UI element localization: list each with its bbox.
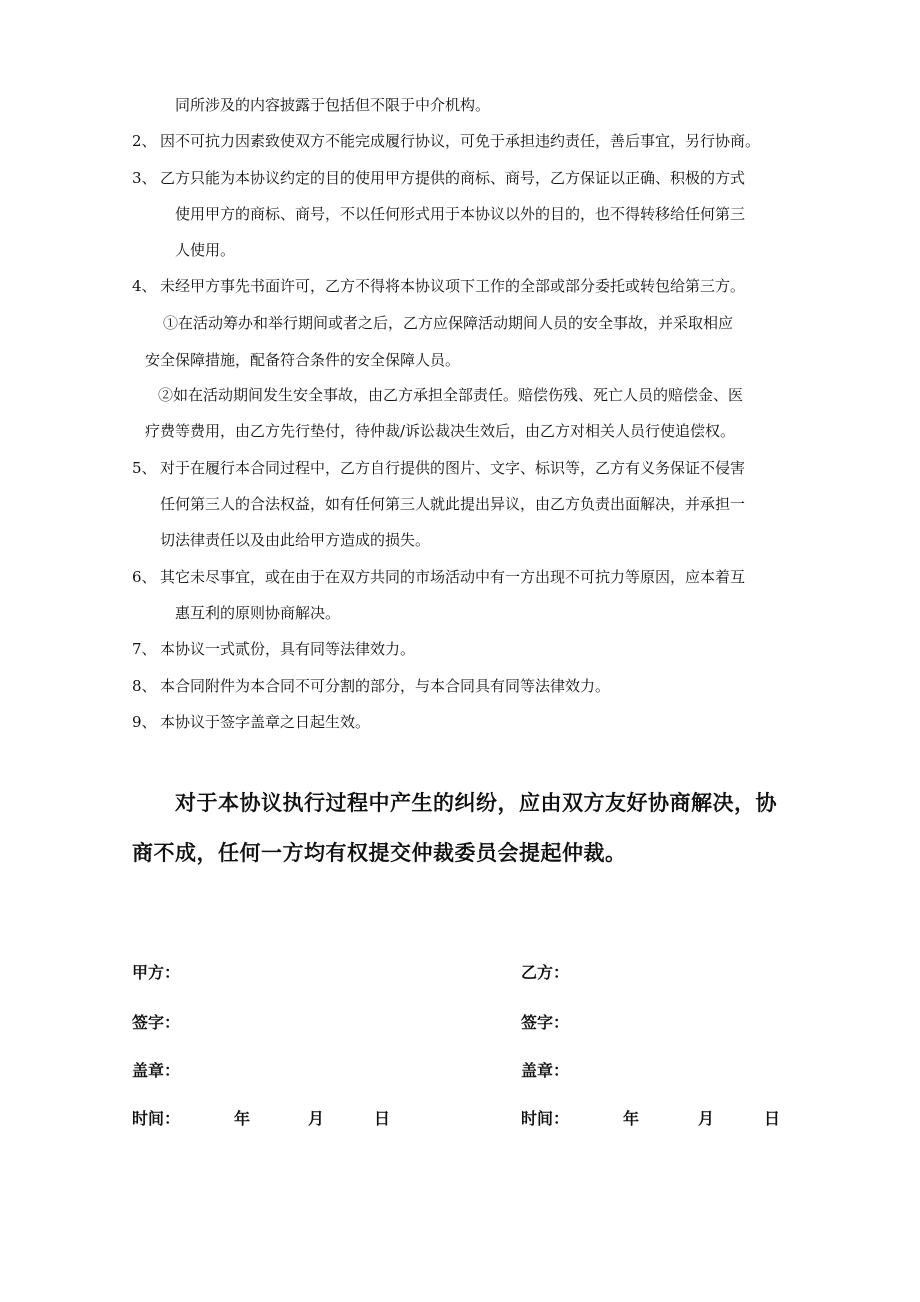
party-b-label: 乙方： <box>521 963 570 982</box>
clause-4-sub-1-line-1: ①在活动筹办和举行期间或者之后，乙方应保障活动期间人员的安全事故，并采取相应 <box>163 314 734 332</box>
party-b-time-label: 时间： <box>521 1109 570 1128</box>
clause-4-sub-2-line-1: ②如在活动期间发生安全事故，由乙方承担全部责任。赔偿伤残、死亡人员的赔偿金、医 <box>158 386 744 404</box>
party-a-seal-label: 盖章： <box>132 1061 181 1080</box>
party-a-day-label: 日 <box>374 1109 391 1128</box>
party-b-seal-label: 盖章： <box>521 1061 570 1080</box>
party-a-time-label: 时间： <box>132 1109 181 1128</box>
clause-5-line-2: 任何第三人的合法权益，如有任何第三人就此提出异议，由乙方负责出面解决，并承担一 <box>160 495 746 513</box>
clause-2-number: 2、 <box>132 132 157 150</box>
party-a-label: 甲方： <box>132 963 181 982</box>
party-a-month-label: 月 <box>308 1109 325 1128</box>
clause-3-number: 3、 <box>132 169 157 187</box>
clause-8-text: 本合同附件为本合同不可分割的部分，与本合同具有同等法律效力。 <box>160 677 611 695</box>
clause-4-text: 未经甲方事先书面许可，乙方不得将本协议项下工作的全部或部分委托或转包给第三方。 <box>160 277 746 295</box>
party-b-year-label: 年 <box>623 1109 640 1128</box>
clause-5-number: 5、 <box>132 459 157 477</box>
clause-5-line-1: 对于在履行本合同过程中，乙方自行提供的图片、文字、标识等，乙方有义务保证不侵害 <box>160 459 746 477</box>
clause-9-number: 9、 <box>132 713 157 731</box>
clause-3-line-1: 乙方只能为本协议约定的目的使用甲方提供的商标、商号，乙方保证以正确、积极的方式 <box>160 169 746 187</box>
clause-3-line-3: 人使用。 <box>175 241 236 259</box>
clause-8-number: 8、 <box>132 677 157 695</box>
dispute-clause-line-2: 商不成，任何一方均有权提交仲裁委员会提起仲裁。 <box>132 840 627 865</box>
clause-3-line-2: 使用甲方的商标、商号，不以任何形式用于本协议以外的目的，也不得转移给任何第三 <box>175 205 746 223</box>
clause-4-sub-1-line-2: 安全保障措施，配备符合条件的安全保障人员。 <box>145 351 461 369</box>
clause-6-line-1: 其它未尽事宜，或在由于在双方共同的市场活动中有一方出现不可抗力等原因，应本着互 <box>160 568 746 586</box>
dispute-clause-line-1: 对于本协议执行过程中产生的纠纷，应由双方友好协商解决，协 <box>175 790 777 815</box>
clause-4-sub-2-line-2: 疗费等费用，由乙方先行垫付，待仲裁/诉讼裁决生效后，由乙方对相关人员行使追偿权。 <box>145 422 736 440</box>
clause-7-text: 本协议一式贰份，具有同等法律效力。 <box>160 640 416 658</box>
party-b-sign-label: 签字： <box>521 1013 570 1032</box>
clause-6-line-2: 惠互利的原则协商解决。 <box>175 604 341 622</box>
clause-7-number: 7、 <box>132 640 157 658</box>
party-a-sign-label: 签字： <box>132 1013 181 1032</box>
clause-2-text: 因不可抗力因素致使双方不能完成履行协议，可免于承担违约责任，善后事宜，另行协商。 <box>160 132 761 150</box>
clause-5-line-3: 切法律责任以及由此给甲方造成的损失。 <box>160 531 431 549</box>
clause-9-text: 本协议于签字盖章之日起生效。 <box>160 713 371 731</box>
clause-1-continuation: 同所涉及的内容披露于包括但不限于中介机构。 <box>175 96 491 114</box>
clause-4-number: 4、 <box>132 277 157 295</box>
clause-6-number: 6、 <box>132 568 157 586</box>
party-b-day-label: 日 <box>764 1109 781 1128</box>
party-a-year-label: 年 <box>234 1109 251 1128</box>
party-b-month-label: 月 <box>698 1109 715 1128</box>
